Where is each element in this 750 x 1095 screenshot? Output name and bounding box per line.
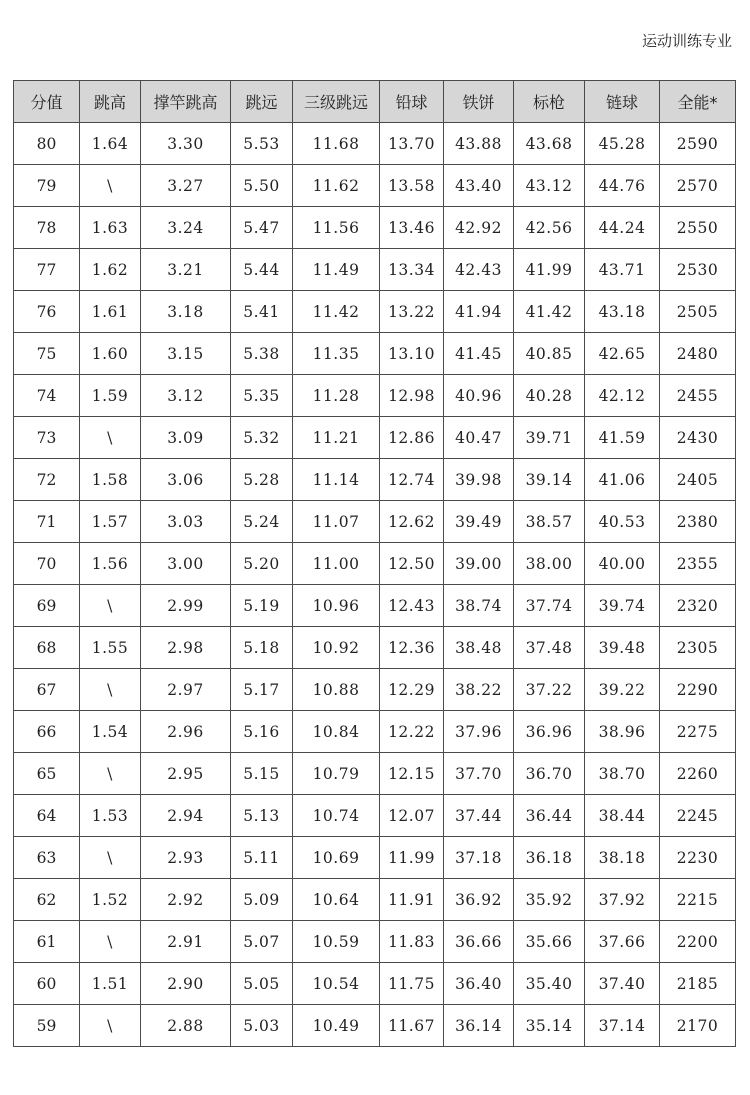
table-cell: 2405 bbox=[660, 459, 736, 501]
table-cell: 2480 bbox=[660, 333, 736, 375]
table-cell: 3.30 bbox=[141, 123, 231, 165]
table-cell: 10.96 bbox=[293, 585, 380, 627]
table-cell: 44.24 bbox=[585, 207, 660, 249]
table-cell: 12.15 bbox=[380, 753, 444, 795]
table-cell: 38.44 bbox=[585, 795, 660, 837]
table-cell: 35.14 bbox=[514, 1005, 585, 1047]
table-cell: 39.74 bbox=[585, 585, 660, 627]
table-cell: 38.48 bbox=[444, 627, 514, 669]
column-header: 分值 bbox=[14, 81, 80, 123]
table-cell: 66 bbox=[14, 711, 80, 753]
table-cell: 5.18 bbox=[231, 627, 293, 669]
column-header: 铁饼 bbox=[444, 81, 514, 123]
table-row bbox=[14, 711, 736, 753]
table-cell: 2.94 bbox=[141, 795, 231, 837]
table-row bbox=[14, 585, 736, 627]
table-cell: 65 bbox=[14, 753, 80, 795]
column-header: 撑竿跳高 bbox=[141, 81, 231, 123]
table-cell: 2.99 bbox=[141, 585, 231, 627]
table-cell: 2.97 bbox=[141, 669, 231, 711]
table-cell: 40.00 bbox=[585, 543, 660, 585]
table-cell: 1.60 bbox=[80, 333, 141, 375]
table-cell: 37.74 bbox=[514, 585, 585, 627]
table-cell: 12.29 bbox=[380, 669, 444, 711]
table-cell: 42.43 bbox=[444, 249, 514, 291]
table-cell: 39.48 bbox=[585, 627, 660, 669]
table-cell: 2245 bbox=[660, 795, 736, 837]
table-row bbox=[14, 795, 736, 837]
table-cell: 41.06 bbox=[585, 459, 660, 501]
table-row bbox=[14, 501, 736, 543]
table-row bbox=[14, 543, 736, 585]
table-cell: 37.14 bbox=[585, 1005, 660, 1047]
table-cell: 1.55 bbox=[80, 627, 141, 669]
table-row bbox=[14, 627, 736, 669]
table-cell: \ bbox=[80, 165, 141, 207]
column-header: 链球 bbox=[585, 81, 660, 123]
table-cell: 42.56 bbox=[514, 207, 585, 249]
table-cell: 37.92 bbox=[585, 879, 660, 921]
table-cell: 2260 bbox=[660, 753, 736, 795]
table-cell: 37.48 bbox=[514, 627, 585, 669]
table-cell: 3.27 bbox=[141, 165, 231, 207]
table-cell: 10.49 bbox=[293, 1005, 380, 1047]
table-cell: 3.06 bbox=[141, 459, 231, 501]
table-cell: 13.10 bbox=[380, 333, 444, 375]
table-cell: 39.49 bbox=[444, 501, 514, 543]
table-cell: 2320 bbox=[660, 585, 736, 627]
table-cell: \ bbox=[80, 837, 141, 879]
table-cell: 2505 bbox=[660, 291, 736, 333]
table-cell: 43.18 bbox=[585, 291, 660, 333]
table-cell: 3.09 bbox=[141, 417, 231, 459]
table-cell: 3.15 bbox=[141, 333, 231, 375]
table-cell: 38.18 bbox=[585, 837, 660, 879]
table-cell: 38.57 bbox=[514, 501, 585, 543]
score-table bbox=[13, 80, 736, 1047]
table-cell: 2355 bbox=[660, 543, 736, 585]
table-cell: 3.12 bbox=[141, 375, 231, 417]
table-cell: 1.58 bbox=[80, 459, 141, 501]
table-cell: \ bbox=[80, 417, 141, 459]
table-cell: 45.28 bbox=[585, 123, 660, 165]
table-header bbox=[14, 81, 736, 123]
table-cell: 5.38 bbox=[231, 333, 293, 375]
table-cell: 39.98 bbox=[444, 459, 514, 501]
table-cell: 64 bbox=[14, 795, 80, 837]
table-cell: 1.57 bbox=[80, 501, 141, 543]
table-cell: 40.85 bbox=[514, 333, 585, 375]
table-cell: 38.00 bbox=[514, 543, 585, 585]
table-row bbox=[14, 459, 736, 501]
table-cell: 38.96 bbox=[585, 711, 660, 753]
table-cell: 5.15 bbox=[231, 753, 293, 795]
header-note: 运动训练专业 bbox=[641, 32, 732, 50]
table-cell: 2230 bbox=[660, 837, 736, 879]
table-cell: 2455 bbox=[660, 375, 736, 417]
table-cell: 35.66 bbox=[514, 921, 585, 963]
table-cell: 2.98 bbox=[141, 627, 231, 669]
table-cell: 71 bbox=[14, 501, 80, 543]
table-cell: 36.96 bbox=[514, 711, 585, 753]
table-cell: 10.54 bbox=[293, 963, 380, 1005]
table-cell: 13.58 bbox=[380, 165, 444, 207]
table-cell: 39.00 bbox=[444, 543, 514, 585]
table-cell: 12.62 bbox=[380, 501, 444, 543]
table-cell: 35.40 bbox=[514, 963, 585, 1005]
table-cell: 5.44 bbox=[231, 249, 293, 291]
table-cell: 5.35 bbox=[231, 375, 293, 417]
table-cell: 11.42 bbox=[293, 291, 380, 333]
table-cell: 10.64 bbox=[293, 879, 380, 921]
table-cell: 37.18 bbox=[444, 837, 514, 879]
table-cell: 3.18 bbox=[141, 291, 231, 333]
table-cell: 2430 bbox=[660, 417, 736, 459]
table-cell: \ bbox=[80, 1005, 141, 1047]
table-cell: 2200 bbox=[660, 921, 736, 963]
table-cell: 59 bbox=[14, 1005, 80, 1047]
table-cell: \ bbox=[80, 585, 141, 627]
table-cell: 74 bbox=[14, 375, 80, 417]
table-row bbox=[14, 879, 736, 921]
table-cell: 3.24 bbox=[141, 207, 231, 249]
table-row bbox=[14, 837, 736, 879]
table-cell: 5.20 bbox=[231, 543, 293, 585]
table-cell: 10.74 bbox=[293, 795, 380, 837]
table-cell: 2530 bbox=[660, 249, 736, 291]
table-cell: 70 bbox=[14, 543, 80, 585]
table-cell: 37.44 bbox=[444, 795, 514, 837]
table-cell: 11.56 bbox=[293, 207, 380, 249]
table-cell: 1.59 bbox=[80, 375, 141, 417]
table-cell: 43.40 bbox=[444, 165, 514, 207]
table-cell: 36.92 bbox=[444, 879, 514, 921]
table-cell: 1.51 bbox=[80, 963, 141, 1005]
table-cell: 11.83 bbox=[380, 921, 444, 963]
table-cell: 40.53 bbox=[585, 501, 660, 543]
table-cell: 11.68 bbox=[293, 123, 380, 165]
table-cell: 2215 bbox=[660, 879, 736, 921]
table-row bbox=[14, 753, 736, 795]
table-cell: 5.28 bbox=[231, 459, 293, 501]
table-cell: 5.17 bbox=[231, 669, 293, 711]
column-header: 跳高 bbox=[80, 81, 141, 123]
table-cell: 11.21 bbox=[293, 417, 380, 459]
table-cell: 36.18 bbox=[514, 837, 585, 879]
table-cell: 2590 bbox=[660, 123, 736, 165]
table-row bbox=[14, 1005, 736, 1047]
table-cell: 42.12 bbox=[585, 375, 660, 417]
table-cell: 2570 bbox=[660, 165, 736, 207]
table-cell: 5.41 bbox=[231, 291, 293, 333]
table-cell: 5.50 bbox=[231, 165, 293, 207]
table-cell: 43.12 bbox=[514, 165, 585, 207]
table-cell: 12.43 bbox=[380, 585, 444, 627]
table-cell: 72 bbox=[14, 459, 80, 501]
table-cell: 11.99 bbox=[380, 837, 444, 879]
table-cell: 11.07 bbox=[293, 501, 380, 543]
table-cell: 79 bbox=[14, 165, 80, 207]
table-row bbox=[14, 921, 736, 963]
table-cell: 2.93 bbox=[141, 837, 231, 879]
table-cell: 11.35 bbox=[293, 333, 380, 375]
table-cell: 63 bbox=[14, 837, 80, 879]
table-cell: 12.86 bbox=[380, 417, 444, 459]
table-cell: 5.19 bbox=[231, 585, 293, 627]
table-cell: 40.47 bbox=[444, 417, 514, 459]
table-cell: 13.46 bbox=[380, 207, 444, 249]
table-cell: 42.65 bbox=[585, 333, 660, 375]
table-cell: 5.53 bbox=[231, 123, 293, 165]
table-cell: 37.70 bbox=[444, 753, 514, 795]
table-cell: 11.00 bbox=[293, 543, 380, 585]
table-cell: 2185 bbox=[660, 963, 736, 1005]
column-header: 铅球 bbox=[380, 81, 444, 123]
table-cell: 1.52 bbox=[80, 879, 141, 921]
table-cell: 40.96 bbox=[444, 375, 514, 417]
table-row bbox=[14, 333, 736, 375]
column-header: 全能* bbox=[660, 81, 736, 123]
table-cell: 68 bbox=[14, 627, 80, 669]
table-cell: 41.94 bbox=[444, 291, 514, 333]
table-cell: 38.22 bbox=[444, 669, 514, 711]
table-cell: 13.34 bbox=[380, 249, 444, 291]
table-cell: 10.92 bbox=[293, 627, 380, 669]
table-cell: 73 bbox=[14, 417, 80, 459]
table-row bbox=[14, 375, 736, 417]
table-cell: 12.98 bbox=[380, 375, 444, 417]
table-row bbox=[14, 291, 736, 333]
table-cell: 2305 bbox=[660, 627, 736, 669]
table-row bbox=[14, 123, 736, 165]
table-cell: 12.36 bbox=[380, 627, 444, 669]
table-row bbox=[14, 417, 736, 459]
table-cell: 80 bbox=[14, 123, 80, 165]
table-cell: 2380 bbox=[660, 501, 736, 543]
table-cell: 42.92 bbox=[444, 207, 514, 249]
table-cell: 37.22 bbox=[514, 669, 585, 711]
table-cell: 2.96 bbox=[141, 711, 231, 753]
table-cell: 5.32 bbox=[231, 417, 293, 459]
table-cell: 75 bbox=[14, 333, 80, 375]
table-cell: 41.99 bbox=[514, 249, 585, 291]
table-cell: 5.07 bbox=[231, 921, 293, 963]
table-cell: 2.88 bbox=[141, 1005, 231, 1047]
table-cell: 12.74 bbox=[380, 459, 444, 501]
table-cell: 37.66 bbox=[585, 921, 660, 963]
table-cell: 78 bbox=[14, 207, 80, 249]
table-row bbox=[14, 207, 736, 249]
table-cell: 1.56 bbox=[80, 543, 141, 585]
table-cell: 10.88 bbox=[293, 669, 380, 711]
table-cell: 40.28 bbox=[514, 375, 585, 417]
table-cell: 1.61 bbox=[80, 291, 141, 333]
header-row bbox=[14, 81, 736, 123]
table-row bbox=[14, 669, 736, 711]
table-cell: 41.42 bbox=[514, 291, 585, 333]
table-cell: 11.28 bbox=[293, 375, 380, 417]
table-cell: \ bbox=[80, 921, 141, 963]
table-cell: 2170 bbox=[660, 1005, 736, 1047]
table-cell: 39.71 bbox=[514, 417, 585, 459]
table-cell: 12.07 bbox=[380, 795, 444, 837]
table-cell: 43.68 bbox=[514, 123, 585, 165]
table-cell: 5.24 bbox=[231, 501, 293, 543]
table-cell: \ bbox=[80, 753, 141, 795]
table-cell: 1.53 bbox=[80, 795, 141, 837]
table-cell: 11.75 bbox=[380, 963, 444, 1005]
table-cell: 1.64 bbox=[80, 123, 141, 165]
table-cell: 11.49 bbox=[293, 249, 380, 291]
table-cell: 36.44 bbox=[514, 795, 585, 837]
table-cell: 2550 bbox=[660, 207, 736, 249]
table-cell: 39.14 bbox=[514, 459, 585, 501]
table-cell: 61 bbox=[14, 921, 80, 963]
table-cell: 36.40 bbox=[444, 963, 514, 1005]
table-cell: 10.79 bbox=[293, 753, 380, 795]
table-cell: 35.92 bbox=[514, 879, 585, 921]
table-cell: 37.96 bbox=[444, 711, 514, 753]
table-cell: 5.13 bbox=[231, 795, 293, 837]
table-cell: 69 bbox=[14, 585, 80, 627]
table-cell: \ bbox=[80, 669, 141, 711]
table-cell: 43.71 bbox=[585, 249, 660, 291]
table-cell: 60 bbox=[14, 963, 80, 1005]
table-cell: 43.88 bbox=[444, 123, 514, 165]
table-cell: 76 bbox=[14, 291, 80, 333]
table-cell: 39.22 bbox=[585, 669, 660, 711]
table-cell: 36.14 bbox=[444, 1005, 514, 1047]
table-cell: 11.91 bbox=[380, 879, 444, 921]
table-cell: 36.66 bbox=[444, 921, 514, 963]
column-header: 标枪 bbox=[514, 81, 585, 123]
table-row bbox=[14, 165, 736, 207]
table-cell: 2290 bbox=[660, 669, 736, 711]
table-cell: 77 bbox=[14, 249, 80, 291]
table-cell: 62 bbox=[14, 879, 80, 921]
table-cell: 10.84 bbox=[293, 711, 380, 753]
table-cell: 5.16 bbox=[231, 711, 293, 753]
table-cell: 44.76 bbox=[585, 165, 660, 207]
table-cell: 3.00 bbox=[141, 543, 231, 585]
table-cell: 12.50 bbox=[380, 543, 444, 585]
table-cell: 2.90 bbox=[141, 963, 231, 1005]
table-cell: 12.22 bbox=[380, 711, 444, 753]
table-cell: 67 bbox=[14, 669, 80, 711]
table-cell: 38.70 bbox=[585, 753, 660, 795]
table-cell: 1.62 bbox=[80, 249, 141, 291]
table-cell: 2275 bbox=[660, 711, 736, 753]
table-cell: 13.70 bbox=[380, 123, 444, 165]
table-cell: 5.47 bbox=[231, 207, 293, 249]
table-cell: 38.74 bbox=[444, 585, 514, 627]
table-body bbox=[14, 123, 736, 1047]
table-cell: 5.05 bbox=[231, 963, 293, 1005]
table-cell: 11.14 bbox=[293, 459, 380, 501]
table-cell: 2.92 bbox=[141, 879, 231, 921]
table-cell: 5.03 bbox=[231, 1005, 293, 1047]
table-row bbox=[14, 249, 736, 291]
table-cell: 5.09 bbox=[231, 879, 293, 921]
table-cell: 37.40 bbox=[585, 963, 660, 1005]
table-cell: 11.62 bbox=[293, 165, 380, 207]
table-cell: 3.21 bbox=[141, 249, 231, 291]
table-cell: 13.22 bbox=[380, 291, 444, 333]
table-cell: 1.54 bbox=[80, 711, 141, 753]
table-cell: 2.91 bbox=[141, 921, 231, 963]
table-cell: 11.67 bbox=[380, 1005, 444, 1047]
table-cell: 5.11 bbox=[231, 837, 293, 879]
table-cell: 1.63 bbox=[80, 207, 141, 249]
table-cell: 41.59 bbox=[585, 417, 660, 459]
table-cell: 10.59 bbox=[293, 921, 380, 963]
column-header: 跳远 bbox=[231, 81, 293, 123]
table-cell: 36.70 bbox=[514, 753, 585, 795]
column-header: 三级跳远 bbox=[293, 81, 380, 123]
table-cell: 41.45 bbox=[444, 333, 514, 375]
table-cell: 10.69 bbox=[293, 837, 380, 879]
table-row bbox=[14, 963, 736, 1005]
table-cell: 2.95 bbox=[141, 753, 231, 795]
table-cell: 3.03 bbox=[141, 501, 231, 543]
